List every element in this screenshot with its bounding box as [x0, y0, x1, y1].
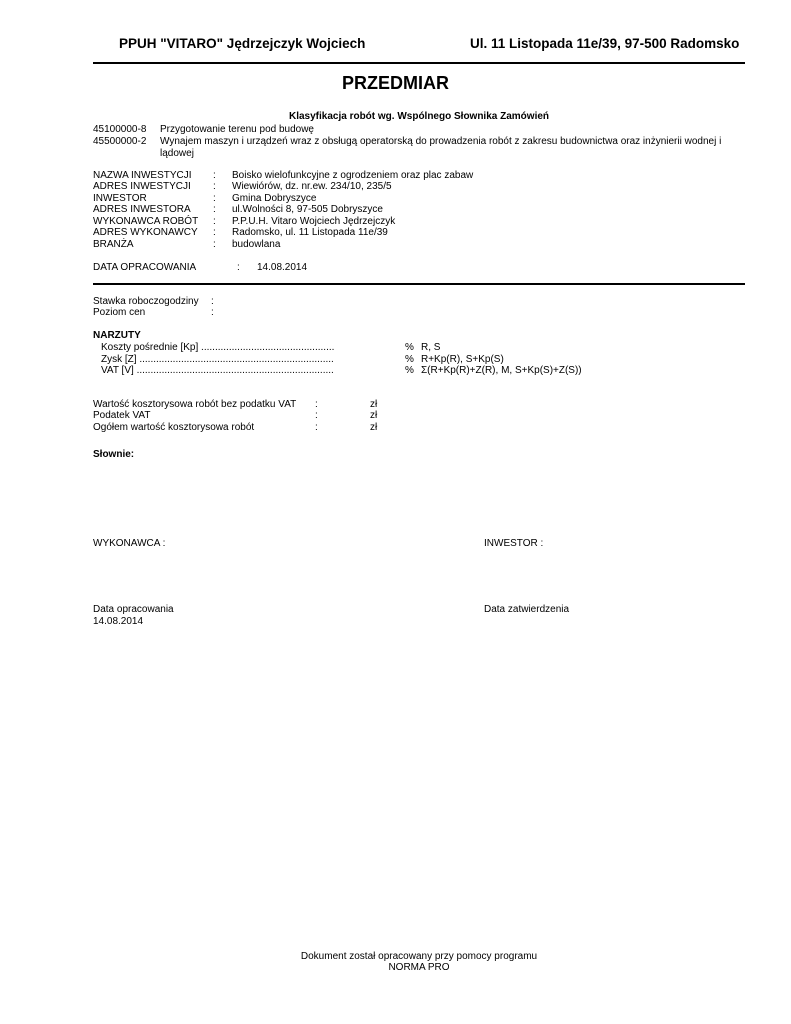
value-label: Podatek VAT: [93, 410, 151, 421]
info-value: Wiewiórów, dz. nr.ew. 234/10, 235/5: [232, 181, 392, 192]
classification-description: Wynajem maszyn i urządzeń wraz z obsługą operatorską do prowadzenia robót z zakresu budownictwa oraz inżynierii wodnej i lądowej: [160, 136, 722, 159]
value-colon: :: [315, 422, 318, 433]
info-colon: :: [213, 239, 216, 250]
header-divider: [93, 62, 745, 64]
narzut-label: Zysk [Z] ......................................................................: [101, 354, 334, 365]
date-prep-label: DATA OPRACOWANIA: [93, 262, 197, 273]
info-colon: :: [213, 204, 216, 215]
date-prep-value: 14.08.2014: [257, 262, 308, 273]
narzut-unit: %: [405, 365, 414, 376]
info-label: NAZWA INWESTYCJI: [93, 170, 192, 181]
contractor-label: WYKONAWCA :: [93, 538, 166, 549]
date-prep-colon: :: [237, 262, 240, 273]
info-label: INWESTOR: [93, 193, 147, 204]
narzut-basis: Σ(R+Kp(R)+Z(R), M, S+Kp(S)+Z(S)): [421, 365, 582, 376]
info-label: BRANŻA: [93, 239, 134, 250]
rate-colon: :: [211, 296, 214, 307]
date-prep-footer-label: Data opracowania: [93, 604, 174, 615]
date-prep-footer-value: 14.08.2014: [93, 616, 144, 627]
info-value: ul.Wolności 8, 97-505 Dobryszyce: [232, 204, 383, 215]
page-title: PRZEDMIAR: [342, 73, 449, 93]
value-label: Wartość kosztorysowa robót bez podatku VAT: [93, 399, 297, 410]
rate-label: Stawka roboczogodziny: [93, 296, 199, 307]
narzut-basis: R+Kp(R), S+Kp(S): [421, 354, 504, 365]
value-unit: zł: [370, 422, 378, 433]
info-value: Boisko wielofunkcyjne z ogrodzeniem oraz plac zabaw: [232, 170, 474, 181]
section-divider: [93, 283, 745, 285]
info-label: ADRES INWESTYCJI: [93, 181, 191, 192]
info-label: ADRES WYKONAWCY: [93, 227, 198, 238]
slownie-label: Słownie:: [93, 449, 135, 460]
value-label: Ogółem wartość kosztorysowa robót: [93, 422, 255, 433]
company-name: PPUH "VITARO" Jędrzejczyk Wojciech: [119, 36, 366, 51]
info-label: ADRES INWESTORA: [93, 204, 191, 215]
info-colon: :: [213, 181, 216, 192]
info-colon: :: [213, 193, 216, 204]
value-unit: zł: [370, 399, 378, 410]
classification-code: 45100000-8: [93, 124, 147, 135]
value-colon: :: [315, 399, 318, 410]
info-label: WYKONAWCA ROBÓT: [93, 216, 199, 227]
classification-heading: Klasyfikacja robót wg. Wspólnego Słownika Zamówień: [288, 111, 550, 122]
info-colon: :: [213, 170, 216, 181]
narzut-label: VAT [V] .......................................................................: [101, 365, 334, 376]
narzut-unit: %: [405, 354, 414, 365]
date-approve-label: Data zatwierdzenia: [484, 604, 570, 615]
investor-label: INWESTOR :: [484, 538, 544, 549]
value-colon: :: [315, 410, 318, 421]
info-value: Radomsko, ul. 11 Listopada 11e/39: [232, 227, 388, 238]
classification-code: 45500000-2: [93, 136, 147, 147]
info-value: budowlana: [232, 239, 281, 250]
rate-colon: :: [211, 307, 214, 318]
rate-label: Poziom cen: [93, 307, 146, 318]
narzut-basis: R, S: [421, 342, 441, 353]
info-colon: :: [213, 216, 216, 227]
info-value: P.P.U.H. Vitaro Wojciech Jędrzejczyk: [232, 216, 396, 227]
company-address: Ul. 11 Listopada 11e/39, 97-500 Radomsko: [470, 36, 740, 51]
narzut-label: Koszty pośrednie [Kp] ................................................: [101, 342, 335, 353]
info-colon: :: [213, 227, 216, 238]
narzut-unit: %: [405, 342, 414, 353]
narzuty-heading: NARZUTY: [93, 330, 141, 341]
classification-description: Przygotowanie terenu pod budowę: [160, 124, 314, 135]
footer-line-2: NORMA PRO: [388, 962, 450, 973]
footer-line-1: Dokument został opracowany przy pomocy programu: [300, 951, 538, 962]
value-unit: zł: [370, 410, 378, 421]
info-value: Gmina Dobryszyce: [232, 193, 317, 204]
